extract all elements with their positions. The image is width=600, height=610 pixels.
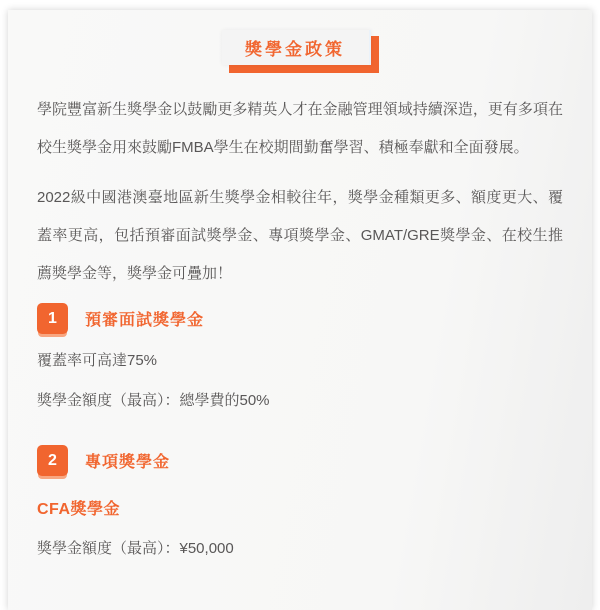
intro-paragraph: 2022級中國港澳臺地區新生獎學金相較往年，獎學金種類更多、額度更大、覆蓋率更高，包括預審面試獎學金、專項獎學金、GMAT/GRE獎學金、在校生推薦獎學金等，獎學金可疊加！ [37,189,563,282]
title-badge-box [222,30,371,65]
section-header-2 [37,445,563,476]
content-card [8,10,592,610]
intro-paragraph: 學院豐富新生獎學金以鼓勵更多精英人才在金融管理領域持續深造，更有多項在校生獎學金用來鼓勵FMBA學生在校期間勤奮學習、積極奉獻和全面發展。 [37,101,563,156]
title-badge [222,30,379,74]
section-number-badge: 2 [37,445,68,476]
section-header-1 [37,303,563,334]
detail-line: 獎學金額度（最高）：¥50,000 [37,540,234,557]
detail-line: 覆蓋率可高達75% [37,352,158,369]
section-title: 專項獎學金 [85,454,171,471]
section-number-badge: 1 [37,303,68,334]
detail-line: 獎學金額度（最高）：總學費的50% [37,392,270,409]
section-title: 預審面試獎學金 [85,312,205,329]
subsection-title: CFA獎學金 [37,501,121,518]
page-title: 獎學金政策 [245,40,345,59]
